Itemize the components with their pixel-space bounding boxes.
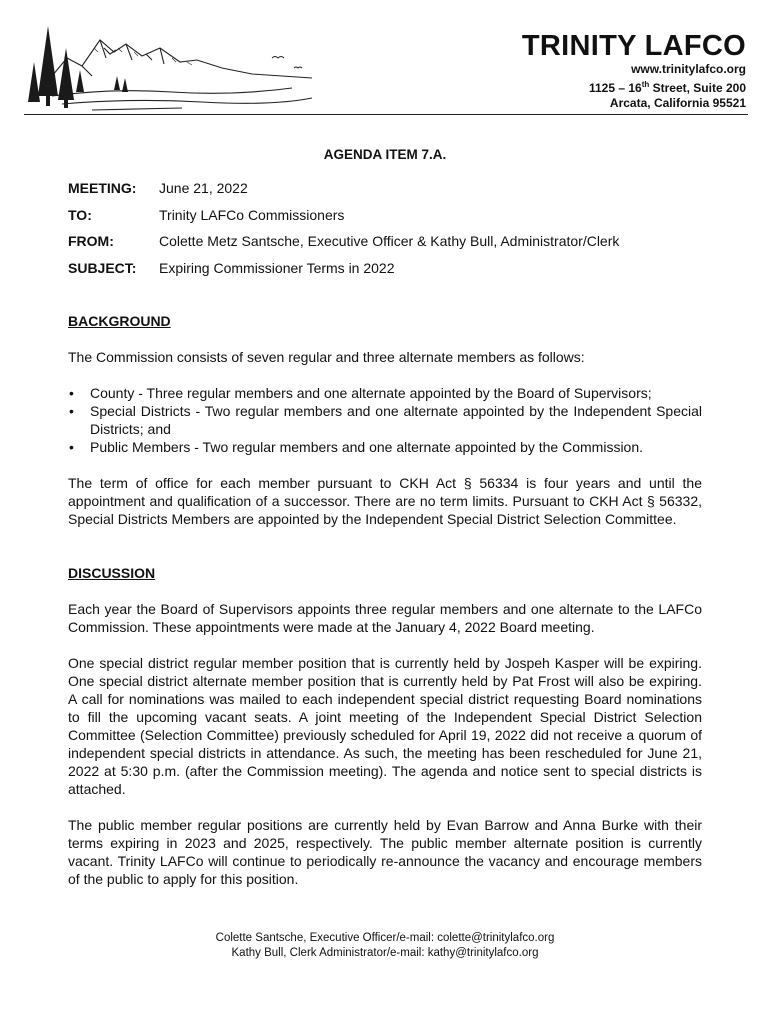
address-number: 1125 – 16: [588, 81, 642, 95]
list-item: • County - Three regular members and one alternate appointed by the Board of Supervisors;: [68, 384, 702, 402]
agenda-item-title: AGENDA ITEM 7.A.: [323, 147, 447, 162]
memo-row-subject: [68, 260, 619, 287]
memo-key: TO:: [68, 206, 92, 223]
memo-row-to: [68, 207, 619, 234]
memo-block: [68, 180, 619, 286]
header-divider: [24, 114, 748, 115]
memo-value: Expiring Commissioner Terms in 2022: [159, 259, 395, 276]
discussion-paragraph-2: One special district regular member position that is currently held by Jospeh Kasper will be expiring. One special district alternate member position that is currently held by Pat Frost will also be expiring. A call for nominations was mailed to each independent special district requesting Board nominations to fill the upcoming vacant seats. A joint meeting of the Independent Special District Selection Committee (Selection Committee) previously scheduled for April 19, 2022 did not receive a quorum of independent special districts in attendance. As such, the meeting has been rescheduled for June 21, 2022 at 5:30 p.m. (after the Commission meeting). The agenda and notice sent to special districts is attached.: [68, 655, 702, 797]
website-link[interactable]: www.trinitylafco.org: [631, 62, 746, 76]
footer-line-officer: Colette Santsche, Executive Officer/e-mail: colette@trinitylafco.org: [215, 932, 555, 944]
term-paragraph: The term of office for each member pursuant to CKH Act § 56334 is four years and until the appointment and qualification of a successor. There are no term limits. Pursuant to CKH Act § 56332, Special Districts Members are appointed by the Independent Special District Selection Committee.: [68, 475, 702, 527]
membership-list: [68, 384, 702, 456]
memo-row-meeting: [68, 180, 619, 207]
memo-row-from: [68, 233, 619, 260]
memo-value: June 21, 2022: [159, 180, 248, 196]
memo-value: Trinity LAFCo Commissioners: [159, 206, 345, 223]
section-spacer: [68, 546, 702, 564]
address-ordinal: th: [641, 80, 650, 89]
memo-key: FROM:: [68, 233, 114, 249]
city-line: Arcata, California 95521: [609, 96, 746, 110]
street-address: [522, 77, 746, 96]
list-item: • Public Members - Two regular members and one alternate appointed by the Commission.: [68, 438, 702, 456]
memo-key: MEETING:: [68, 180, 137, 196]
memo-key: SUBJECT:: [68, 259, 137, 276]
address-rest: Street, Suite 200: [649, 81, 746, 95]
letterhead: [522, 30, 746, 111]
page-footer: [0, 931, 770, 961]
discussion-heading: DISCUSSION: [68, 565, 156, 581]
memo-body: [68, 312, 702, 906]
background-intro: The Commission consists of seven regular and three alternate members as follows:: [68, 349, 585, 365]
discussion-paragraph-3: The public member regular positions are currently held by Evan Barrow and Anna Burke with their terms expiring in 2023 and 2025, respectively. The public member alternate position is currently vacant. Trinity LAFCo will continue to periodically re-announce the vacancy and encourage members of the public to apply for this position.: [68, 817, 702, 887]
memo-value: Colette Metz Santsche, Executive Officer & Kathy Bull, Administrator/Clerk: [159, 233, 620, 249]
lafco-logo-mountain-illustration: [22, 18, 322, 114]
footer-line-clerk: Kathy Bull, Clerk Administrator/e-mail: kathy@trinitylafco.org: [231, 947, 539, 959]
discussion-paragraph-1: Each year the Board of Supervisors appoints three regular members and one alternate to the LAFCo Commission. These appointments were made at the January 4, 2022 Board meeting.: [68, 601, 702, 635]
list-item: • Special Districts - Two regular members and one alternate appointed by the Independent Special Districts; and: [68, 402, 702, 438]
background-heading: BACKGROUND: [68, 313, 171, 329]
org-name: TRINITY LAFCO: [521, 30, 746, 62]
